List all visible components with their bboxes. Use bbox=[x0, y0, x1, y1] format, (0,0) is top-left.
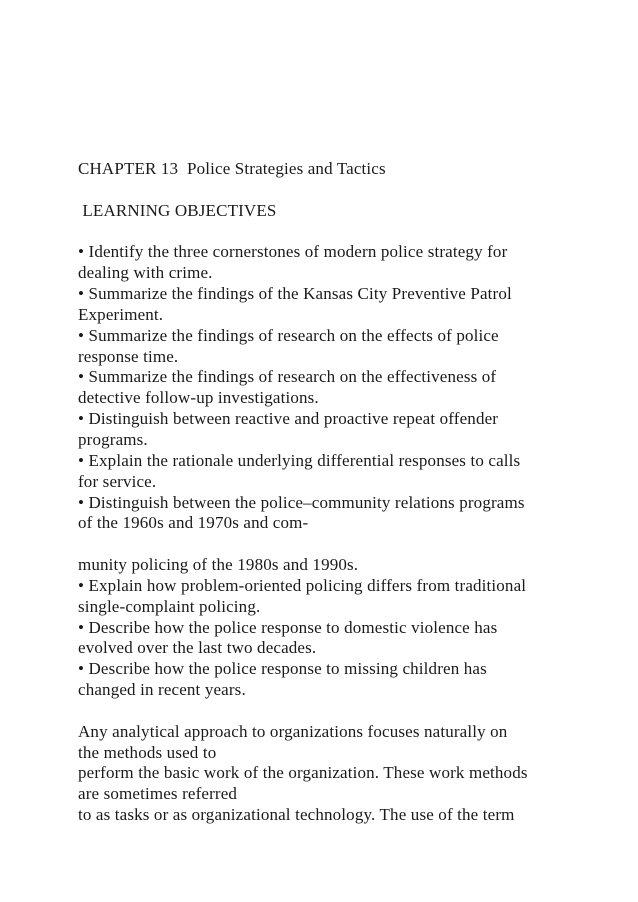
objective-line: for service. bbox=[78, 471, 157, 491]
paragraph-line: are sometimes referred bbox=[78, 784, 238, 804]
objective-line: Experiment. bbox=[78, 304, 164, 324]
objective-line: • Describe how the police response to missing children has bbox=[78, 659, 487, 679]
objective-line: • Distinguish between the police–community relations programs bbox=[78, 492, 525, 512]
objective-line: of the 1960s and 1970s and com- bbox=[78, 513, 309, 533]
document-text bbox=[78, 159, 578, 826]
blank-line bbox=[78, 222, 578, 243]
blank-line bbox=[78, 701, 578, 722]
blank-line bbox=[78, 180, 578, 201]
objective-line: dealing with crime. bbox=[78, 263, 213, 283]
objective-line: single-complaint policing. bbox=[78, 596, 261, 616]
objective-line: detective follow-up investigations. bbox=[78, 388, 319, 408]
paragraph-line: the methods used to bbox=[78, 742, 217, 762]
objective-line: • Explain the rationale underlying differential responses to calls bbox=[78, 450, 521, 470]
objective-line: changed in recent years. bbox=[78, 680, 246, 700]
objective-line: • Describe how the police response to domestic violence has bbox=[78, 617, 498, 637]
paragraph-line: Any analytical approach to organizations focuses naturally on bbox=[78, 721, 508, 741]
body-paragraph bbox=[78, 722, 578, 826]
objective-line: • Identify the three cornerstones of modern police strategy for bbox=[78, 242, 508, 262]
objective-line: • Explain how problem-oriented policing differs from traditional bbox=[78, 575, 527, 595]
objectives-heading: LEARNING OBJECTIVES bbox=[78, 200, 277, 220]
objectives-list-continued bbox=[78, 555, 578, 701]
chapter-title: CHAPTER 13 Police Strategies and Tactics bbox=[78, 159, 386, 178]
objective-line: programs. bbox=[78, 429, 148, 449]
objective-line: • Summarize the findings of research on the effects of police bbox=[78, 325, 499, 345]
paragraph-line: to as tasks or as organizational technology. The use of the term bbox=[78, 805, 515, 825]
objective-line: response time. bbox=[78, 346, 179, 366]
paragraph-line: perform the basic work of the organization. These work methods bbox=[78, 763, 528, 783]
objective-line: • Summarize the findings of research on the effectiveness of bbox=[78, 367, 497, 387]
objective-line: evolved over the last two decades. bbox=[78, 638, 317, 658]
objective-line: • Summarize the findings of the Kansas City Preventive Patrol bbox=[78, 284, 512, 304]
objective-line: munity policing of the 1980s and 1990s. bbox=[78, 555, 359, 575]
blank-line bbox=[78, 534, 578, 555]
objective-line: • Distinguish between reactive and proactive repeat offender bbox=[78, 409, 499, 429]
objectives-list bbox=[78, 242, 578, 534]
